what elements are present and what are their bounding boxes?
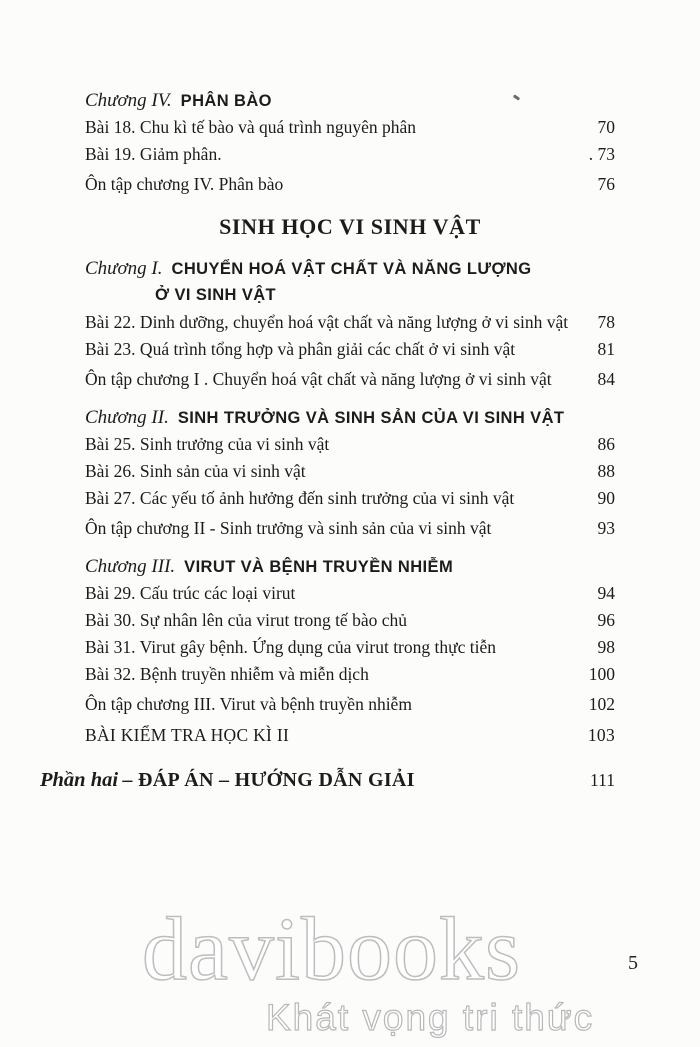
toc-entry — [85, 722, 615, 749]
page-ref: 98 — [597, 637, 615, 657]
page-ref: 102 — [588, 694, 615, 714]
chapter-prefix: Chương II. — [85, 407, 169, 428]
entry-label: Ôn tập chương III. Virut và bệnh truyền nhiễm — [85, 694, 412, 714]
toc-entry — [85, 366, 615, 393]
page-ref: . 73 — [588, 144, 615, 164]
page-ref: 70 — [597, 117, 615, 137]
entry-label: Bài 32. Bệnh truyền nhiễm và miễn dịch — [85, 664, 369, 684]
chapter-heading — [85, 553, 615, 580]
entry-label: Ôn tập chương IV. Phân bào — [85, 174, 284, 194]
toc-entry — [85, 634, 615, 661]
toc-entry — [85, 171, 615, 198]
toc-entry — [85, 515, 615, 542]
part-title: – ĐÁP ÁN – HƯỚNG DẪN GIẢI — [122, 769, 415, 791]
entry-label: Bài 29. Cấu trúc các loại virut — [85, 583, 296, 603]
toc-entry — [85, 431, 615, 458]
chapter-prefix: Chương IV. — [85, 90, 172, 111]
page-ref: 81 — [597, 339, 615, 359]
entry-label: Bài 27. Các yếu tố ảnh hưởng đến sinh trưởng của vi sinh vật — [85, 488, 515, 508]
entry-label: Bài 31. Virut gây bệnh. Ứng dụng của virut trong thực tiễn — [85, 637, 496, 657]
chapter-title-line2: Ở VI SINH VẬT — [155, 286, 277, 304]
page-ref: 111 — [590, 770, 615, 790]
chapter-title: SINH TRƯỞNG VÀ SINH SẢN CỦA VI SINH VẬT — [177, 409, 565, 427]
chapter-heading-line — [85, 255, 615, 282]
section-heading: SINH HỌC VI SINH VẬT — [219, 214, 481, 239]
page-ref: 94 — [597, 583, 615, 603]
toc-entry — [85, 607, 615, 634]
toc-entry — [85, 580, 615, 607]
entry-label: Bài 18. Chu kì tế bào và quá trình nguyên phân — [85, 117, 416, 137]
toc-entry — [85, 458, 615, 485]
page-ref: 86 — [597, 434, 615, 454]
chapter-heading-line — [85, 553, 615, 580]
chapter-heading — [85, 87, 615, 114]
chapter-heading — [85, 404, 615, 431]
toc-entry — [85, 691, 615, 718]
toc-entry — [85, 485, 615, 512]
entry-label: Bài 30. Sự nhân lên của virut trong tế bào chủ — [85, 610, 407, 630]
chapter-heading-line — [85, 404, 615, 431]
watermark-tagline: Khát vọng tri thức — [266, 997, 595, 1038]
page-ref: 90 — [597, 488, 615, 508]
toc-entry — [85, 336, 615, 363]
chapter-title: PHÂN BÀO — [180, 92, 272, 110]
page-ref: 103 — [587, 725, 615, 745]
entry-label: Bài 22. Dinh dưỡng, chuyển hoá vật chất và năng lượng ở vi sinh vật — [85, 312, 569, 332]
page-number: 5 — [628, 952, 638, 974]
entry-label: Ôn tập chương II - Sinh trưởng và sinh sản của vi sinh vật — [85, 518, 492, 538]
part-heading — [40, 767, 615, 794]
watermark-brand: davibooks — [142, 900, 521, 999]
page-ref: 84 — [597, 369, 615, 389]
chapter-prefix: Chương I. — [85, 258, 163, 279]
entry-label: Ôn tập chương I . Chuyển hoá vật chất và năng lượng ở vi sinh vật — [85, 369, 552, 389]
part-label — [40, 767, 415, 794]
page-ref: 78 — [597, 312, 615, 332]
entry-label: Bài 19. Giảm phân. — [85, 144, 222, 164]
chapter-prefix: Chương III. — [85, 556, 176, 577]
entry-label: Bài 23. Quá trình tổng hợp và phân giải các chất ở vi sinh vật — [85, 339, 516, 359]
toc-list — [40, 87, 615, 794]
chapter-heading — [85, 255, 615, 309]
toc-entry — [85, 114, 615, 141]
entry-label: Bài 25. Sinh trưởng của vi sinh vật — [85, 434, 330, 454]
toc-entry — [85, 141, 615, 168]
page-ref: 76 — [597, 174, 615, 194]
toc-entry — [85, 309, 615, 336]
entry-label: Bài 26. Sinh sản của vi sinh vật — [85, 461, 306, 481]
page-ref: 100 — [588, 664, 615, 684]
page-ref: 88 — [597, 461, 615, 481]
page-ref: 93 — [597, 518, 615, 538]
toc-entry — [85, 661, 615, 688]
chapter-heading-line — [85, 87, 615, 114]
chapter-title: VIRUT VÀ BỆNH TRUYỀN NHIỄM — [184, 558, 454, 576]
chapter-title: CHUYỂN HOÁ VẬT CHẤT VÀ NĂNG LƯỢNG — [171, 260, 532, 278]
entry-label: BÀI KIỂM TRA HỌC KÌ II — [85, 725, 290, 745]
part-prefix: Phần hai — [40, 769, 119, 791]
page-ref: 96 — [597, 610, 615, 630]
